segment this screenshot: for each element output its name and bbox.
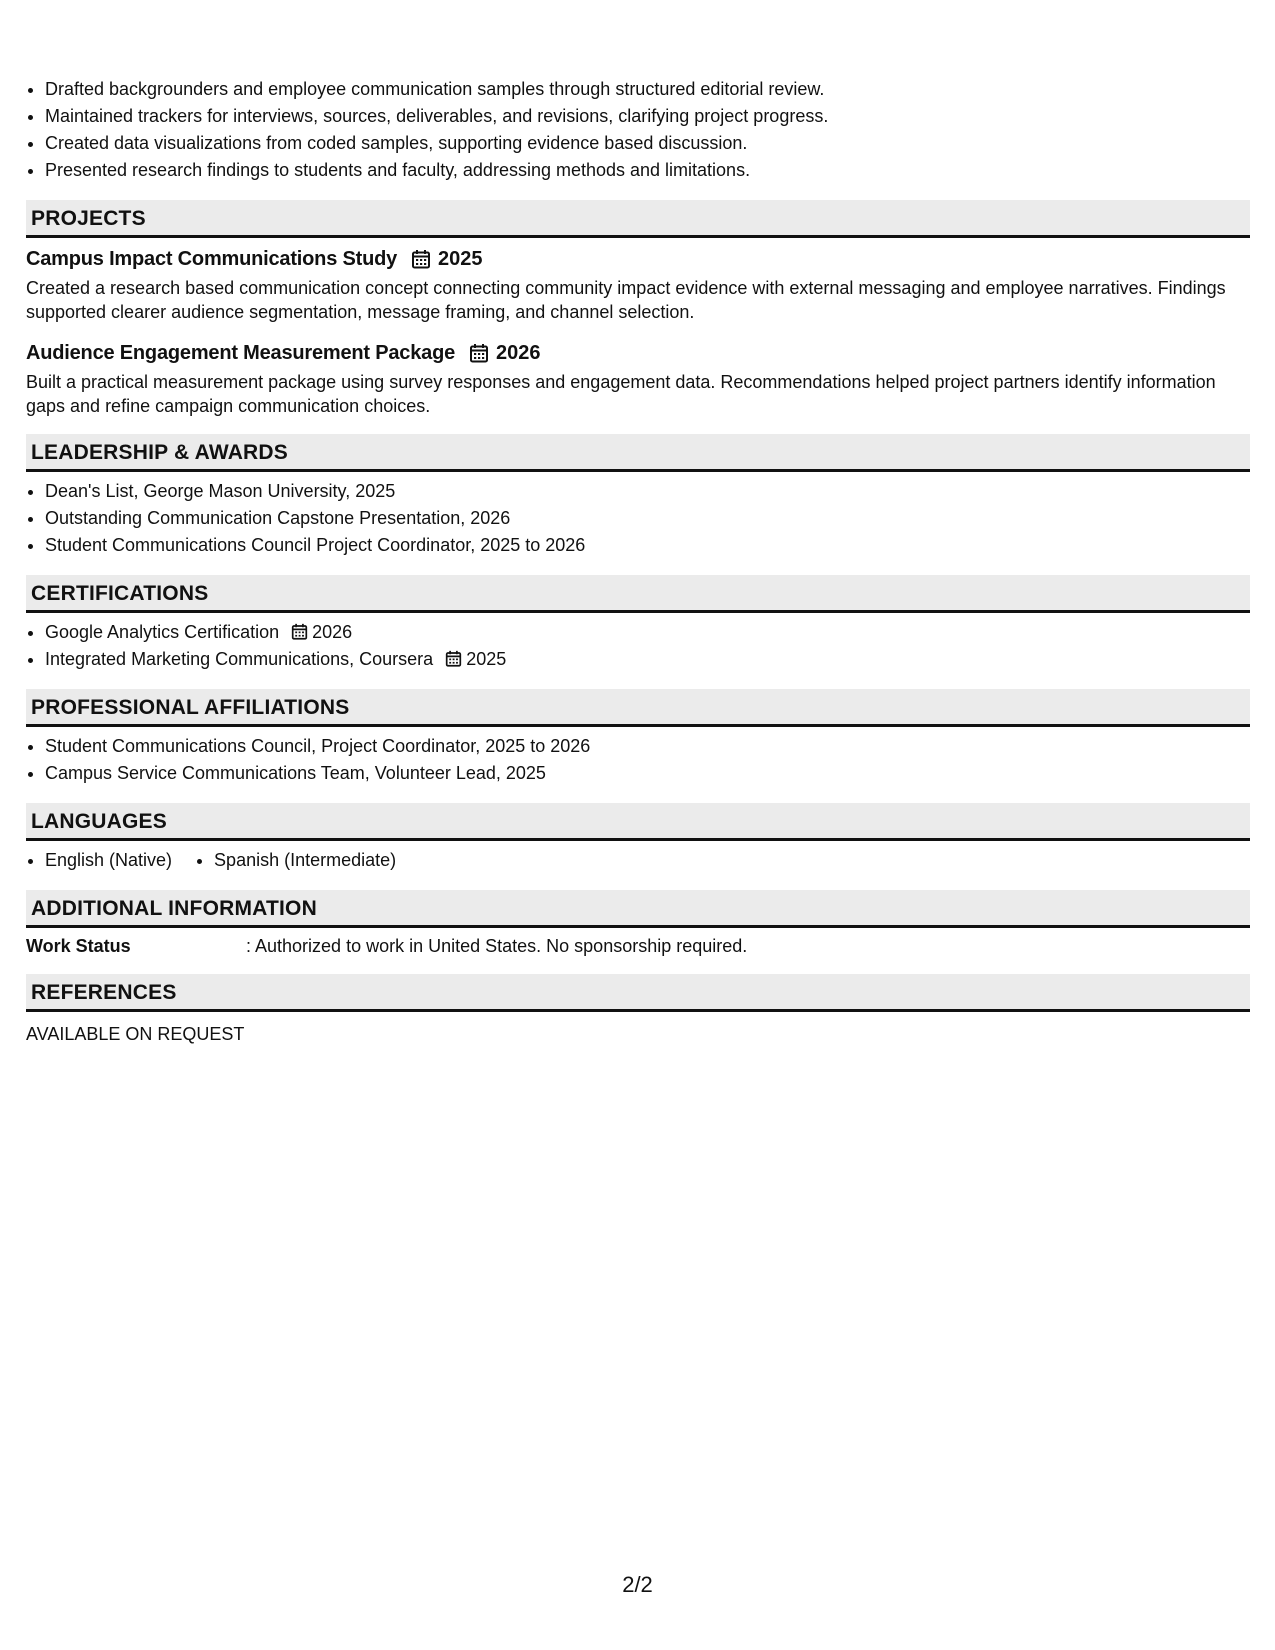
resume-page bbox=[26, 76, 1250, 1046]
project-entry bbox=[26, 244, 1250, 324]
languages-list bbox=[26, 847, 1250, 874]
certification-name: Google Analytics Certification bbox=[45, 622, 280, 642]
project-title-row bbox=[26, 338, 1250, 368]
calendar-icon bbox=[469, 343, 489, 363]
project-title: Audience Engagement Measurement Package bbox=[26, 341, 456, 364]
section-title: ADDITIONAL INFORMATION bbox=[31, 896, 317, 920]
list-item: • English (Native) bbox=[45, 847, 172, 874]
certification-year: 2026 bbox=[312, 622, 353, 642]
section-title: LANGUAGES bbox=[31, 809, 167, 833]
list-item: • Campus Service Communications Team, Volunteer Lead, 2025 bbox=[45, 760, 1250, 787]
work-status-value: : Authorized to work in United States. No sponsorship required. bbox=[246, 936, 748, 956]
certification-name: Integrated Marketing Communications, Coursera bbox=[45, 649, 434, 669]
project-year: 2025 bbox=[438, 247, 483, 270]
project-title: Campus Impact Communications Study bbox=[26, 247, 398, 270]
section-header-languages bbox=[26, 803, 1250, 841]
list-item: • Created data visualizations from coded samples, supporting evidence based discussion. bbox=[45, 130, 1250, 157]
experience-bullets bbox=[26, 76, 1250, 184]
section-header-leadership bbox=[26, 434, 1250, 472]
section-header-references bbox=[26, 974, 1250, 1012]
certifications-list bbox=[26, 619, 1250, 673]
references-text: AVAILABLE ON REQUEST bbox=[26, 1024, 245, 1044]
project-year: 2026 bbox=[496, 341, 541, 364]
work-status-label: Work Status bbox=[26, 936, 131, 956]
list-item: • Maintained trackers for interviews, sources, deliverables, and revisions, clarifying project progress. bbox=[45, 103, 1250, 130]
calendar-icon bbox=[411, 249, 431, 269]
section-header-projects bbox=[26, 200, 1250, 238]
calendar-icon bbox=[291, 621, 308, 638]
projects-section bbox=[26, 244, 1250, 418]
section-title: LEADERSHIP & AWARDS bbox=[31, 440, 288, 464]
list-item: • Dean's List, George Mason University, 2025 bbox=[45, 478, 1250, 505]
section-title: PROJECTS bbox=[31, 206, 146, 230]
section-title: PROFESSIONAL AFFILIATIONS bbox=[31, 695, 350, 719]
list-item: • Student Communications Council, Project Coordinator, 2025 to 2026 bbox=[45, 733, 1250, 760]
calendar-icon bbox=[445, 648, 462, 665]
project-description: Created a research based communication concept connecting community impact evidence with external messaging and employee narratives. Findings supported clearer audience segmentation, message framing, and channel selection. bbox=[26, 278, 1226, 322]
page-number: 2/2 bbox=[622, 1572, 653, 1597]
project-description: Built a practical measurement package using survey responses and engagement data. Recommendations helped project partners identify information gaps and refine campaign communication choices. bbox=[26, 372, 1216, 416]
section-header-affiliations bbox=[26, 689, 1250, 727]
project-title-row bbox=[26, 244, 1250, 274]
list-item: • Presented research findings to students and faculty, addressing methods and limitations. bbox=[45, 157, 1250, 184]
project-entry bbox=[26, 338, 1250, 418]
certification-year: 2025 bbox=[466, 649, 507, 669]
affiliations-list bbox=[26, 733, 1250, 787]
work-status-row bbox=[26, 934, 1250, 958]
section-title: REFERENCES bbox=[31, 980, 177, 1004]
list-item: • Drafted backgrounders and employee communication samples through structured editorial review. bbox=[45, 76, 1250, 103]
leadership-list bbox=[26, 478, 1250, 559]
list-item bbox=[45, 646, 1250, 673]
list-item bbox=[45, 619, 1250, 646]
section-header-certifications bbox=[26, 575, 1250, 613]
list-item: • Outstanding Communication Capstone Presentation, 2026 bbox=[45, 505, 1250, 532]
list-item: • Student Communications Council Project Coordinator, 2025 to 2026 bbox=[45, 532, 1250, 559]
list-item: • Spanish (Intermediate) bbox=[214, 847, 396, 874]
section-header-additional bbox=[26, 890, 1250, 928]
section-title: CERTIFICATIONS bbox=[31, 581, 209, 605]
